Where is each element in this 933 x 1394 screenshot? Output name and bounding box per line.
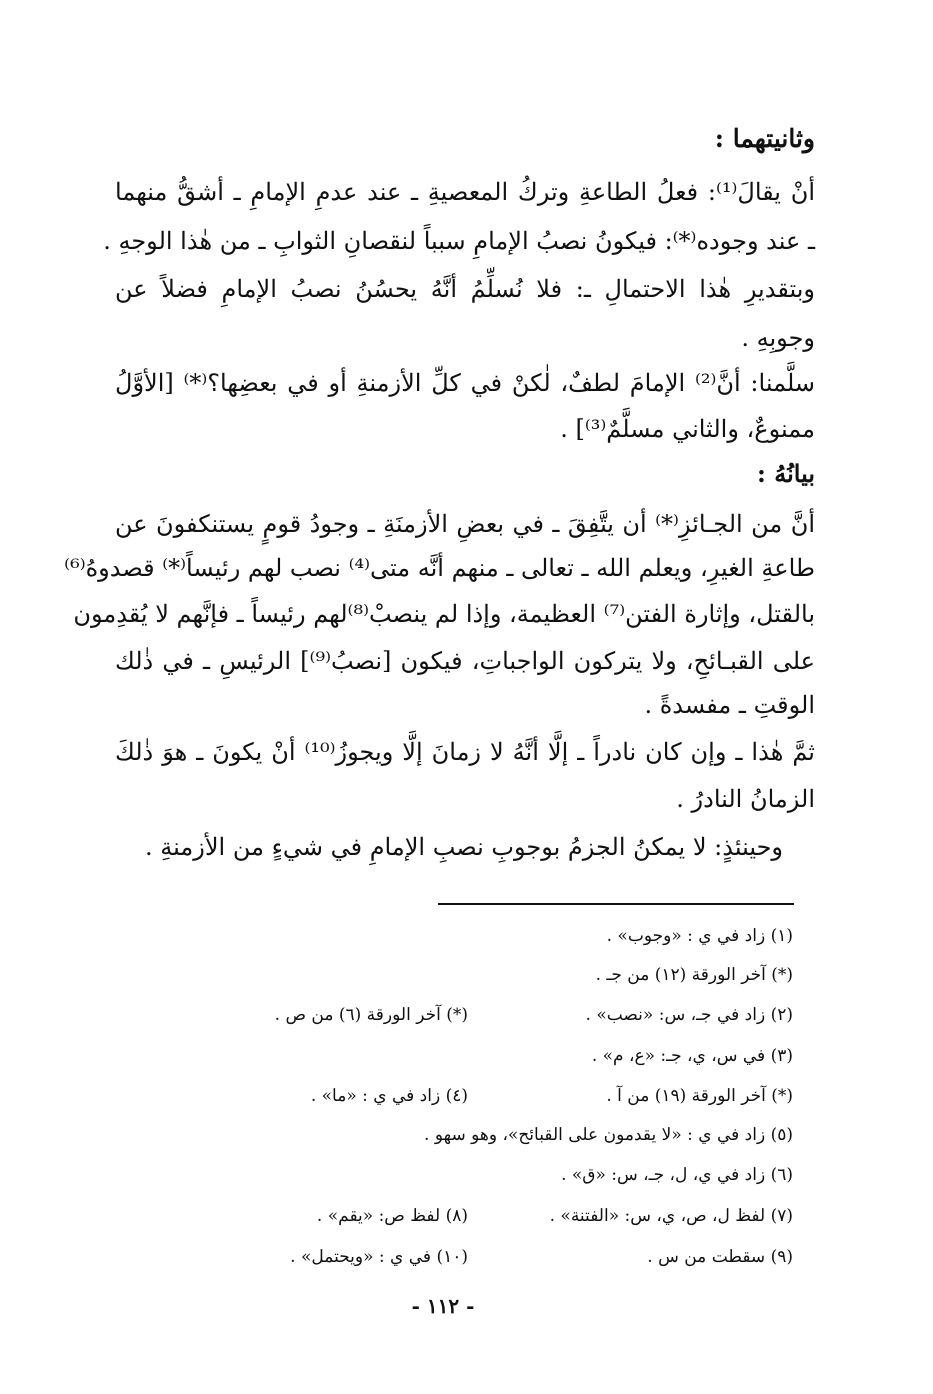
body-line: وحينئذٍ: لا يمكنُ الجزمُ بوجوبِ نصبِ الإمامِ في شيءٍ من الأزمنةِ .	[145, 833, 783, 861]
body-line: بالقتل، وإثارة الفتن⁽⁷⁾ العظيمة، وإذا لم ينصبْ⁽⁸⁾لهم رئيساً ـ فإنَّهم لا يُقدِمون	[73, 600, 815, 628]
footnote: (٨) لفظ ص: «يقم» .	[316, 1206, 468, 1226]
body-line: وبتقديرِ هٰذا الاحتمالِ ـ: فلا نُسلِّمُ أنَّهُ يحسُنُ نصبُ الإمامِ فضلاً عن	[115, 275, 815, 303]
footnote: (٦) زاد في ي، ل، جـ، س: «ق» .	[561, 1165, 793, 1185]
footnote: (٥) زاد في ي : «لا يقدمون على القبائح»، وهو سهو .	[424, 1125, 793, 1145]
footnote: (٢) زاد في جـ، س: «نصب» .	[585, 1005, 793, 1025]
body-line: الوقتِ ـ مفسدةً .	[644, 691, 815, 719]
body-line: أنْ يقالَ⁽¹⁾: فعلُ الطاعةِ وتركُ المعصيةِ ـ عند عدمِ الإمامِ ـ أشقُّ منهما	[115, 178, 815, 206]
footnote-divider	[438, 903, 794, 905]
body-line: ثمَّ هٰذا ـ وإن كان نادراً ـ إلَّا أنَّهُ لا زمانَ إلَّا ويجوزُ⁽¹⁰⁾ أنْ يكونَ ـ هوَ ذٰلكَ	[115, 738, 815, 766]
body-line: ـ عند وجوده⁽*⁾: فيكونُ نصبُ الإمامِ سبباً لنقصانِ الثوابِ ـ من هٰذا الوجهِ .	[103, 227, 815, 255]
body-line: ممنوعٌ، والثاني مسلَّمٌ⁽³⁾] .	[560, 415, 815, 443]
footnote: (٤) زاد في ي : «ما» .	[310, 1086, 468, 1106]
subheading: بيانُهُ :	[757, 459, 815, 488]
body-line: سلَّمنا: أنَّ⁽²⁾ الإمامَ لطفٌ، لٰكنْ في كلِّ الأزمنةِ أو في بعضِها؟⁽*⁾ [الأوَّلُ	[115, 369, 815, 397]
footnote: (١) زاد في ي : «وجوب» .	[606, 926, 793, 946]
footnote: (١٠) في ي : «ويحتمل» .	[290, 1247, 468, 1267]
body-line: أنَّ من الجـائزِ⁽*⁾ أن يتَّفِقَ ـ في بعضِ الأزمنَةِ ـ وجودُ قومٍ يستنكفونَ عن	[115, 510, 815, 538]
body-line: على القبـائحِ، ولا يتركون الواجباتِ، فيكون [نصبُ⁽⁹⁾] الرئيسِ ـ في ذٰلك	[115, 647, 815, 675]
page-number: - ١١٢ -	[411, 1294, 475, 1318]
footnote: (٩) سقطت من س .	[647, 1247, 793, 1267]
footnote: (٧) لفظ ل، ص، ي، س: «الفتنة» .	[549, 1206, 793, 1226]
section-heading: وثانيتهما :	[714, 124, 815, 153]
footnote: (٣) في س، ي، جـ: «ع، م» .	[591, 1046, 793, 1066]
footnote: (*) آخر الورقة (٦) من ص .	[274, 1005, 468, 1025]
body-line: طاعةِ الغيرِ، ويعلم الله ـ تعالى ـ منهم أنَّه متى⁽⁴⁾ نصب لهم رئيساً⁽*⁾ قصدوهُ⁽⁶⁾	[64, 554, 815, 582]
body-line: وجوبِهِ .	[741, 324, 815, 352]
footnote: (*) آخر الورقة (١٩) من آ .	[606, 1086, 793, 1106]
footnote: (*) آخر الورقة (١٢) من جـ .	[595, 965, 793, 985]
body-line: الزمانُ النادرُ .	[676, 785, 815, 813]
